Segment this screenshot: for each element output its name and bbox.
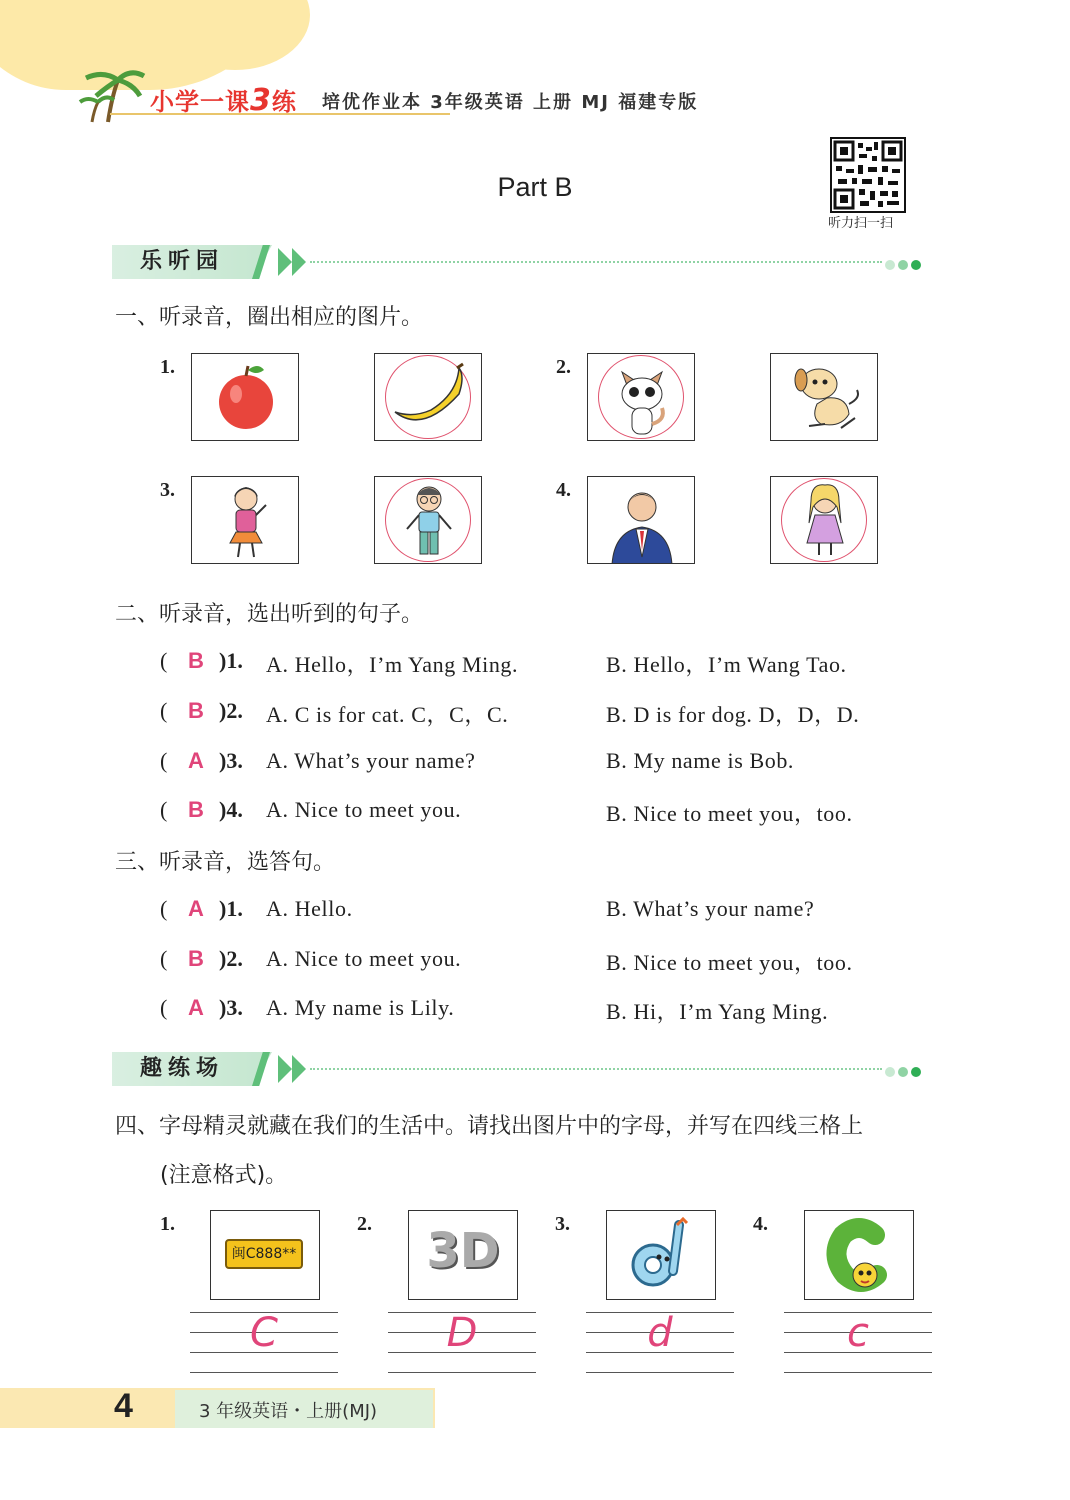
option-b: B. My name is Bob. xyxy=(606,748,795,773)
arrow-icon xyxy=(278,248,292,276)
item-number: 3. xyxy=(160,479,175,501)
brand-logo xyxy=(150,82,297,118)
item-number: )2. xyxy=(219,698,243,723)
item-number: )1. xyxy=(219,896,243,921)
girl-doll-icon xyxy=(771,477,878,564)
answer-letter[interactable]: B xyxy=(188,797,204,822)
option-a: A. My name is Lily. xyxy=(266,995,455,1020)
brand-number: 3 xyxy=(250,83,272,118)
picture-license-plate xyxy=(210,1210,320,1300)
option-a: A. Nice to meet you. xyxy=(266,797,462,822)
3d-logo-text: 3D xyxy=(426,1223,500,1279)
option-a: A. Nice to meet you. xyxy=(266,946,462,971)
item-number: 3. xyxy=(555,1213,570,1235)
item-number: 1. xyxy=(160,1213,175,1235)
arrow-icon xyxy=(278,1055,292,1083)
section-2-title: 二、听录音，选出听到的句子。 xyxy=(115,602,424,627)
option-b: B. What’s your name? xyxy=(606,896,815,921)
man-icon xyxy=(588,477,695,564)
dots-decoration xyxy=(882,255,921,274)
letter-d-character-icon xyxy=(607,1211,715,1299)
written-letter: D xyxy=(446,1310,478,1356)
four-line-grid[interactable] xyxy=(784,1312,932,1372)
paren-open: ( xyxy=(160,748,168,773)
option-b: B. Hi，I’m Yang Ming. xyxy=(606,999,829,1024)
option-a: A. C is for cat. C，C，C. xyxy=(266,702,509,727)
answer-letter[interactable]: A xyxy=(188,896,204,921)
written-letter: c xyxy=(847,1310,869,1356)
paren-open: ( xyxy=(160,648,168,673)
boy-icon xyxy=(375,477,482,564)
dots-decoration xyxy=(882,1062,921,1081)
apple-icon xyxy=(192,354,299,441)
band-title: 乐听园 xyxy=(140,249,225,274)
qr-code-icon[interactable] xyxy=(830,137,906,213)
answer-letter[interactable]: A xyxy=(188,748,204,773)
written-letter: C xyxy=(250,1310,278,1356)
item-number: 2. xyxy=(556,356,571,378)
arrow-icon xyxy=(292,248,306,276)
four-line-grid[interactable] xyxy=(586,1312,734,1372)
four-line-grid[interactable] xyxy=(388,1312,536,1372)
paren-open: ( xyxy=(160,896,168,921)
girl-icon xyxy=(192,477,299,564)
cat-icon xyxy=(588,354,695,441)
option-b: B. D is for dog. D，D，D. xyxy=(606,702,860,727)
book-subtitle: 培优作业本 3年级英语 上册 MJ 福建专版 xyxy=(322,92,699,113)
option-a: A. Hello，I’m Yang Ming. xyxy=(266,652,519,677)
qr-label: 听力扫一扫 xyxy=(828,216,894,231)
option-b: B. Nice to meet you，too. xyxy=(606,950,853,975)
brand-suffix: 练 xyxy=(271,88,297,116)
item-number: 1. xyxy=(160,356,175,378)
four-line-grid[interactable] xyxy=(190,1312,338,1372)
dog-icon xyxy=(771,354,878,441)
footer-book-label: 3 年级英语・上册(MJ) xyxy=(199,1401,378,1422)
palm-tree-icon xyxy=(78,66,148,124)
band-title: 趣练场 xyxy=(140,1056,225,1081)
section-3-title: 三、听录音，选答句。 xyxy=(115,850,336,875)
option-a: A. What’s your name? xyxy=(266,748,476,773)
page-number: 4 xyxy=(114,1387,133,1425)
item-number: )4. xyxy=(219,797,243,822)
option-a: A. Hello. xyxy=(266,896,353,921)
answer-letter[interactable]: B xyxy=(188,698,204,723)
item-number: 4. xyxy=(556,479,571,501)
item-number: )2. xyxy=(219,946,243,971)
item-number: 4. xyxy=(753,1213,768,1235)
picture-option[interactable] xyxy=(587,476,695,564)
banana-icon xyxy=(375,354,482,441)
answer-letter[interactable]: B xyxy=(188,648,204,673)
item-number: 2. xyxy=(357,1213,372,1235)
picture-option[interactable] xyxy=(770,353,878,441)
item-number: )3. xyxy=(219,748,243,773)
dotted-divider xyxy=(310,1068,882,1070)
picture-option[interactable] xyxy=(191,476,299,564)
option-b: B. Hello，I’m Wang Tao. xyxy=(606,652,847,677)
dotted-divider xyxy=(310,261,882,263)
license-plate-text: 闽C888** xyxy=(225,1239,303,1269)
section-1-title: 一、听录音，圈出相应的图片。 xyxy=(115,305,424,330)
item-number: )3. xyxy=(219,995,243,1020)
picture-option[interactable] xyxy=(587,353,695,441)
answer-letter[interactable]: A xyxy=(188,995,204,1020)
paren-open: ( xyxy=(160,946,168,971)
caterpillar-icon xyxy=(805,1211,913,1299)
page-title: Part B xyxy=(497,172,573,202)
picture-option[interactable] xyxy=(770,476,878,564)
section-4-note: (注意格式)。 xyxy=(160,1163,288,1188)
picture-3d-text xyxy=(408,1210,518,1300)
arrow-icon xyxy=(292,1055,306,1083)
option-b: B. Nice to meet you，too. xyxy=(606,801,853,826)
paren-open: ( xyxy=(160,797,168,822)
picture-option[interactable] xyxy=(374,476,482,564)
paren-open: ( xyxy=(160,995,168,1020)
paren-open: ( xyxy=(160,698,168,723)
section-4-title: 四、字母精灵就藏在我们的生活中。请找出图片中的字母，并写在四线三格上 xyxy=(115,1114,864,1139)
written-letter: d xyxy=(647,1310,673,1356)
answer-letter[interactable]: B xyxy=(188,946,204,971)
picture-caterpillar xyxy=(804,1210,914,1300)
brand-text: 小学一课 xyxy=(150,88,250,116)
picture-option[interactable] xyxy=(191,353,299,441)
picture-letter-d-character xyxy=(606,1210,716,1300)
picture-option[interactable] xyxy=(374,353,482,441)
item-number: )1. xyxy=(219,648,243,673)
